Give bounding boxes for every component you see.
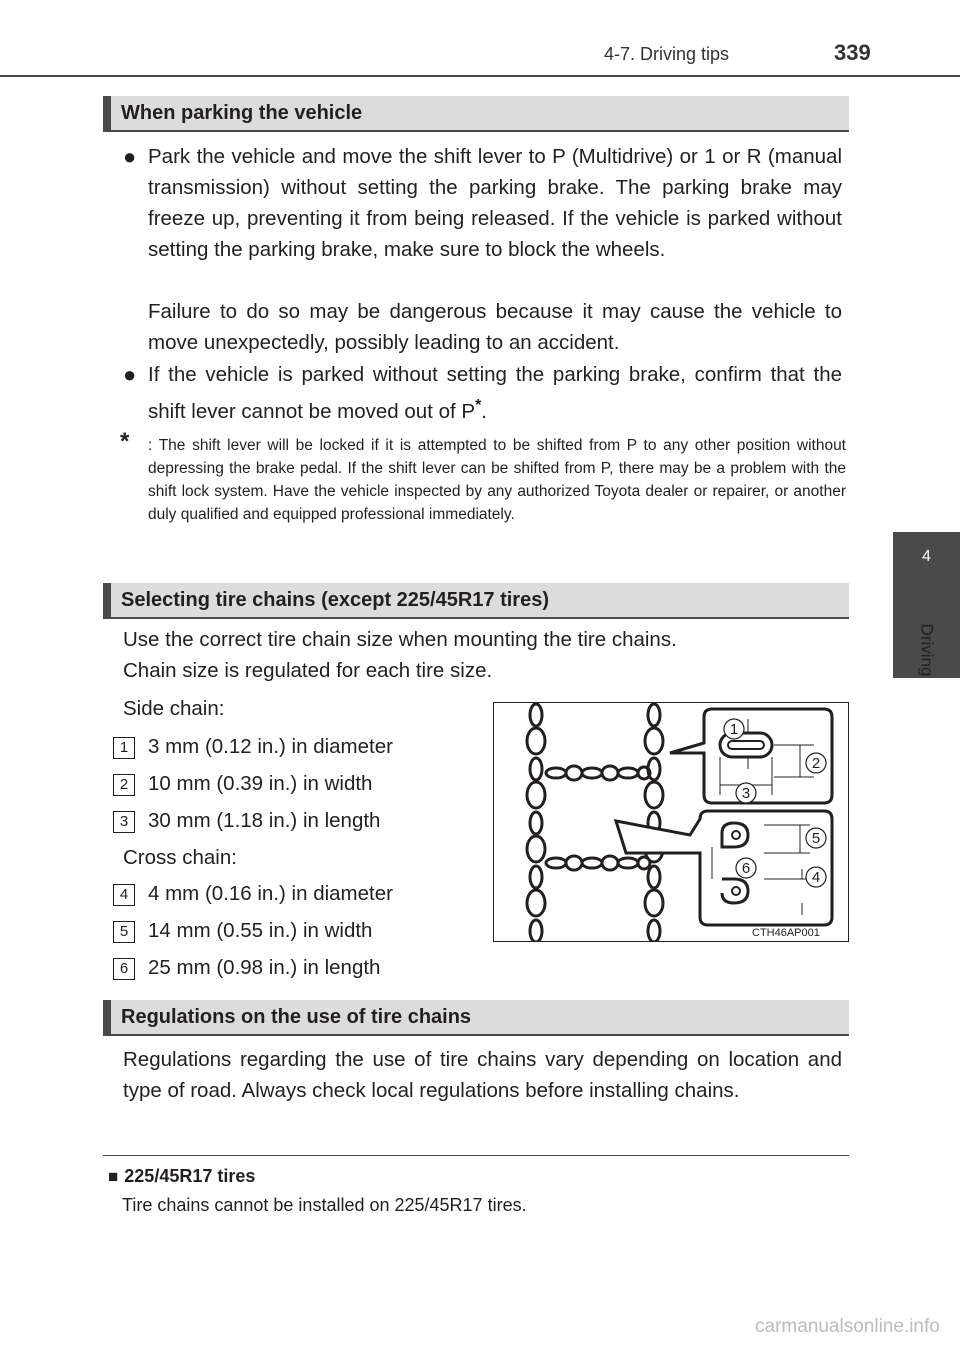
side-chain-left	[527, 704, 545, 941]
parking-bullet-1-continued: Failure to do so may be dangerous because it may cause the vehicle to move unexpectedly, possibly leading to an accident.	[148, 300, 842, 354]
callout-label-5: 5	[811, 830, 821, 847]
spec-number-box: 1	[113, 737, 135, 759]
chapter-label-container	[896, 610, 956, 690]
tires-225-text: Tire chains cannot be installed on 225/45R17 tires.	[122, 1195, 527, 1215]
selecting-intro-1: Use the correct tire chain size when mounting the tire chains.	[123, 628, 677, 651]
subheading-225-45r17	[108, 1166, 255, 1187]
section-heading-selecting	[103, 583, 849, 619]
spec-text: 10 mm (0.39 in.) in width	[148, 772, 373, 795]
black-square-icon: ■	[108, 1167, 119, 1186]
spec-number-box: 4	[113, 884, 135, 906]
selecting-intro-2: Chain size is regulated for each tire size.	[123, 659, 493, 682]
subheading-text: 225/45R17 tires	[124, 1166, 256, 1186]
parking-bullet-1: Park the vehicle and move the shift lever to P (Multidrive) or 1 or R (manual transmission) without setting the parking brake. The parking brake may freeze up, preventing it from being released. If the vehicle is parked without setting the parking brake, make sure to block the wheels.	[148, 145, 842, 261]
chapter-label: Driving	[917, 623, 936, 677]
footnote	[120, 428, 846, 526]
tire-chain-illustration	[494, 703, 848, 941]
chapter-number: 4	[922, 548, 931, 565]
heading-accent-bar	[103, 583, 111, 617]
spec-number-box: 6	[113, 958, 135, 980]
callout-label-3: 3	[741, 785, 751, 802]
footnote-reference: *	[475, 397, 482, 414]
cross-chain-label: Cross chain:	[123, 846, 237, 869]
side-chain-right	[645, 704, 663, 941]
heading-accent-bar	[103, 96, 111, 130]
section-heading-text: When parking the vehicle	[121, 102, 363, 124]
section-heading-text: Regulations on the use of tire chains	[121, 1006, 472, 1028]
running-header-section: 4-7. Driving tips	[604, 44, 730, 64]
header-divider	[0, 75, 960, 77]
spec-number-box: 5	[113, 921, 135, 943]
parking-bullet-2	[148, 359, 842, 427]
spec-text: 30 mm (1.18 in.) in length	[148, 809, 381, 832]
cross-chain-upper	[546, 766, 650, 780]
section-divider	[103, 1155, 849, 1156]
callout-label-2: 2	[811, 755, 821, 772]
figure-code: CTH46AP001	[752, 927, 820, 939]
black-circle-icon: ●	[123, 362, 137, 387]
spec-text: 25 mm (0.98 in.) in length	[148, 956, 381, 979]
callout-label-1: 1	[729, 721, 739, 738]
callout-label-6: 6	[741, 860, 751, 877]
watermark: carmanualsonline.info	[755, 1316, 940, 1337]
section-heading-parking	[103, 96, 849, 132]
callout-label-4: 4	[811, 869, 821, 886]
section-heading-text: Selecting tire chains (except 225/45R17 tires)	[121, 589, 549, 611]
spec-text: 4 mm (0.16 in.) in diameter	[148, 882, 393, 905]
section-heading-regulations	[103, 1000, 849, 1036]
black-circle-icon: ●	[123, 144, 137, 169]
footnote-text: : The shift lever will be locked if it is attempted to be shifted from P to any other position without depressing the brake pedal. If the shift lever can be shifted from P, there may be a problem with the shift lock system. Have the vehicle inspected by any authorized Toyota dealer or repairer, or another duly qualified and equipped professional immediately.	[148, 437, 846, 523]
page-number: 339	[834, 40, 871, 65]
footnote-mark: *	[120, 428, 130, 455]
heading-accent-bar	[103, 1000, 111, 1034]
side-chain-label: Side chain:	[123, 697, 225, 720]
spec-text: 14 mm (0.55 in.) in width	[148, 919, 373, 942]
tire-chain-figure	[493, 702, 849, 942]
spec-text: 3 mm (0.12 in.) in diameter	[148, 735, 393, 758]
cross-chain-lower	[546, 856, 650, 870]
spec-number-box: 3	[113, 811, 135, 833]
parking-bullet-2-end: .	[481, 399, 487, 423]
spec-number-box: 2	[113, 774, 135, 796]
parking-bullet-2-text: If the vehicle is parked without setting the parking brake, confirm that the shift lever cannot be moved out of P	[148, 363, 842, 423]
regulations-text: Regulations regarding the use of tire chains vary depending on location and type of road. Always check local regulations before installing chains.	[123, 1048, 842, 1102]
